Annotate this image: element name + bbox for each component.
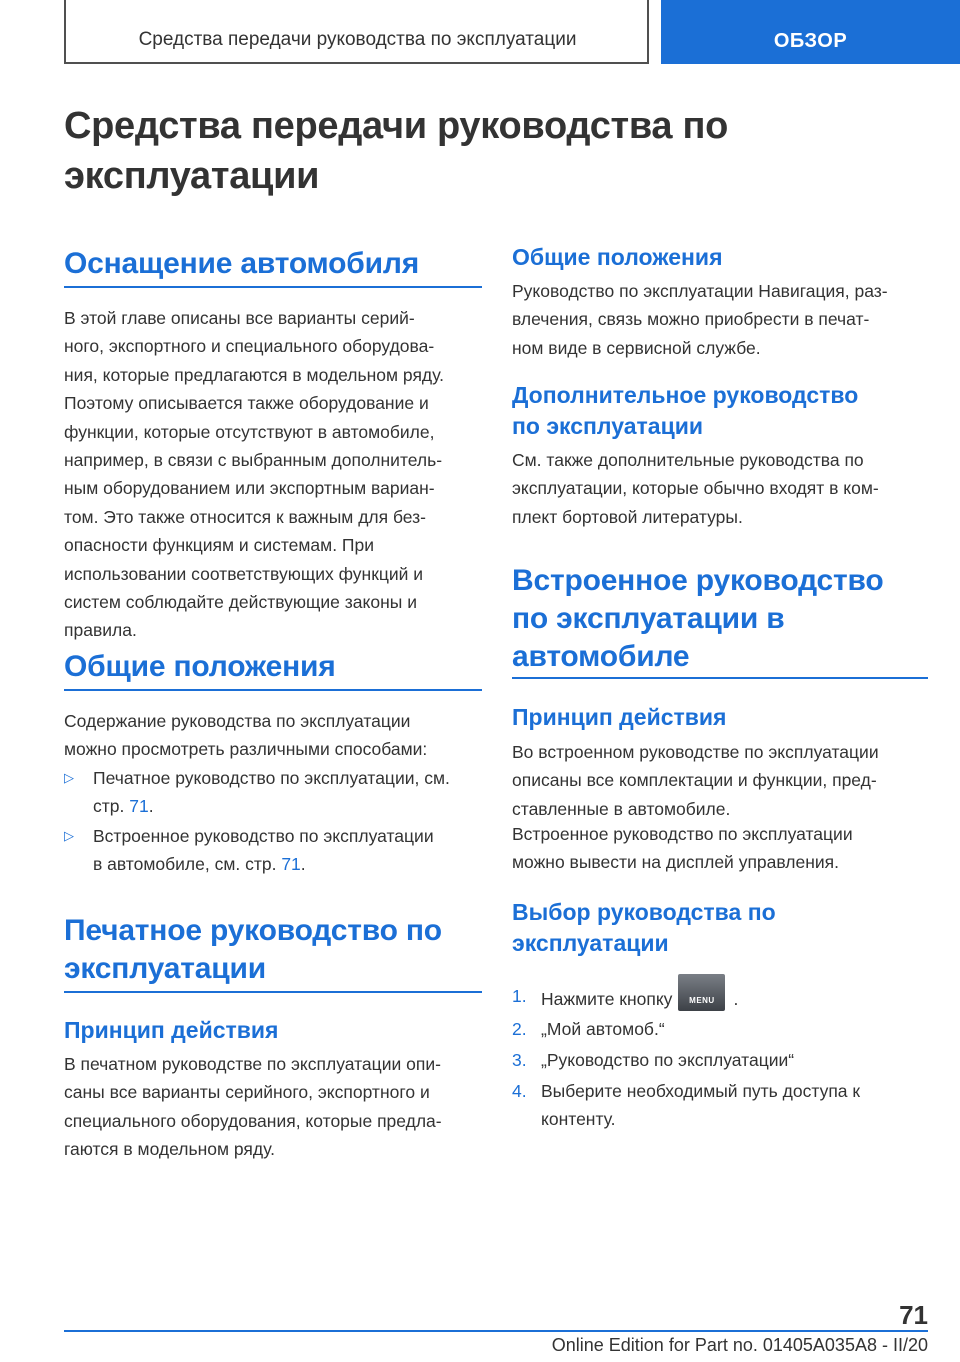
general-paragraph: Руководство по эксплуатации Навигация, раз- влечения, связь можно приобрести в печат- ном виде в сервисной службе. xyxy=(512,281,888,358)
general-paragraph: Содержание руководства по эксплуатации можно просмотреть различными способами: xyxy=(64,711,428,760)
built-in-paragraph-2: Встроенное руководство по эксплуатации можно вывести на дисплей управления. xyxy=(512,824,853,873)
section-divider xyxy=(64,689,482,691)
subsection-title-additional: Дополнительное руководство по эксплуатации xyxy=(512,382,859,439)
list-item: 2. „Мой автомоб.“ xyxy=(512,1019,665,1039)
triangle-bullet-icon: ▷ xyxy=(64,770,74,785)
section-title-general: Общие положения xyxy=(64,650,336,683)
subsection-title-select-manual: Выбор руководства по эксплуатации xyxy=(512,899,776,956)
footer-edition: Online Edition for Part no. 01405A035A8 - II/20 xyxy=(551,1335,928,1355)
section-divider xyxy=(512,677,928,679)
list-item: ▷ Встроенное руководство по эксплуатации в автомобиле, см. стр. 71. xyxy=(64,822,482,882)
section-title-printed-manual: Печатное руководство по эксплуатации xyxy=(64,914,442,985)
list-item: 3. „Руководство по эксплуатации“ xyxy=(512,1050,795,1070)
subsection-title-principle: Принцип действия xyxy=(64,1017,279,1043)
page-number: 71 xyxy=(899,1300,928,1330)
tab-overview[interactable]: ОБЗОР xyxy=(661,0,960,64)
list-item: 1. Нажмите кнопку MENU . xyxy=(512,982,928,1012)
section-title-built-in-manual: Встроенное руководство по эксплуатации в автомобиле xyxy=(512,564,884,673)
triangle-bullet-icon: ▷ xyxy=(64,828,74,843)
header-title: Средства передачи руководства по эксплуатации xyxy=(138,29,577,50)
printed-manual-paragraph: В печатном руководстве по эксплуатации опи- саны все варианты серийного, экспортного и специального оборудования, которые предла- гаются в модельном ряду. xyxy=(64,1054,442,1160)
section-title-equipment: Оснащение автомобиля xyxy=(64,247,420,280)
list-item: 4. Выберите необходимый путь доступа к контенту. xyxy=(512,1081,861,1130)
section-divider xyxy=(64,286,482,288)
subsection-title-general: Общие положения xyxy=(512,244,723,270)
built-in-paragraph-1: Во встроенном руководстве по эксплуатации описаны все комплектации и функции, пред- ставленные в автомобиле. xyxy=(512,742,879,819)
equipment-paragraph: В этой главе описаны все варианты серий- ного, экспортного и специального оборудова- ния, которые предлагаются в модельном ряду. Поэтому описывается также оборудование и функции, которые отсутствуют в автомобиле, например, в связи с выбранным дополнитель- ным оборудованием или экспортным вариан- том. Это также относится к важным для без- опасности функциям и системам. При использовании соответствующих функций и систем соблюдайте действующие законы и правила. xyxy=(64,308,444,641)
page-link[interactable]: 71 xyxy=(129,796,149,817)
list-item: ▷ Печатное руководство по эксплуатации, см. стр. 71. xyxy=(64,764,482,824)
additional-paragraph: См. также дополнительные руководства по эксплуатации, которые обычно входят в ком- плект бортовой литературы. xyxy=(512,450,879,527)
subsection-title-principle: Принцип действия xyxy=(512,704,727,730)
section-divider xyxy=(64,991,482,993)
footer-divider xyxy=(64,1330,928,1332)
page-title: Средства передачи руководства по эксплуатации xyxy=(64,105,729,197)
menu-button-icon[interactable]: MENU xyxy=(678,974,725,1011)
page-link[interactable]: 71 xyxy=(281,854,301,875)
